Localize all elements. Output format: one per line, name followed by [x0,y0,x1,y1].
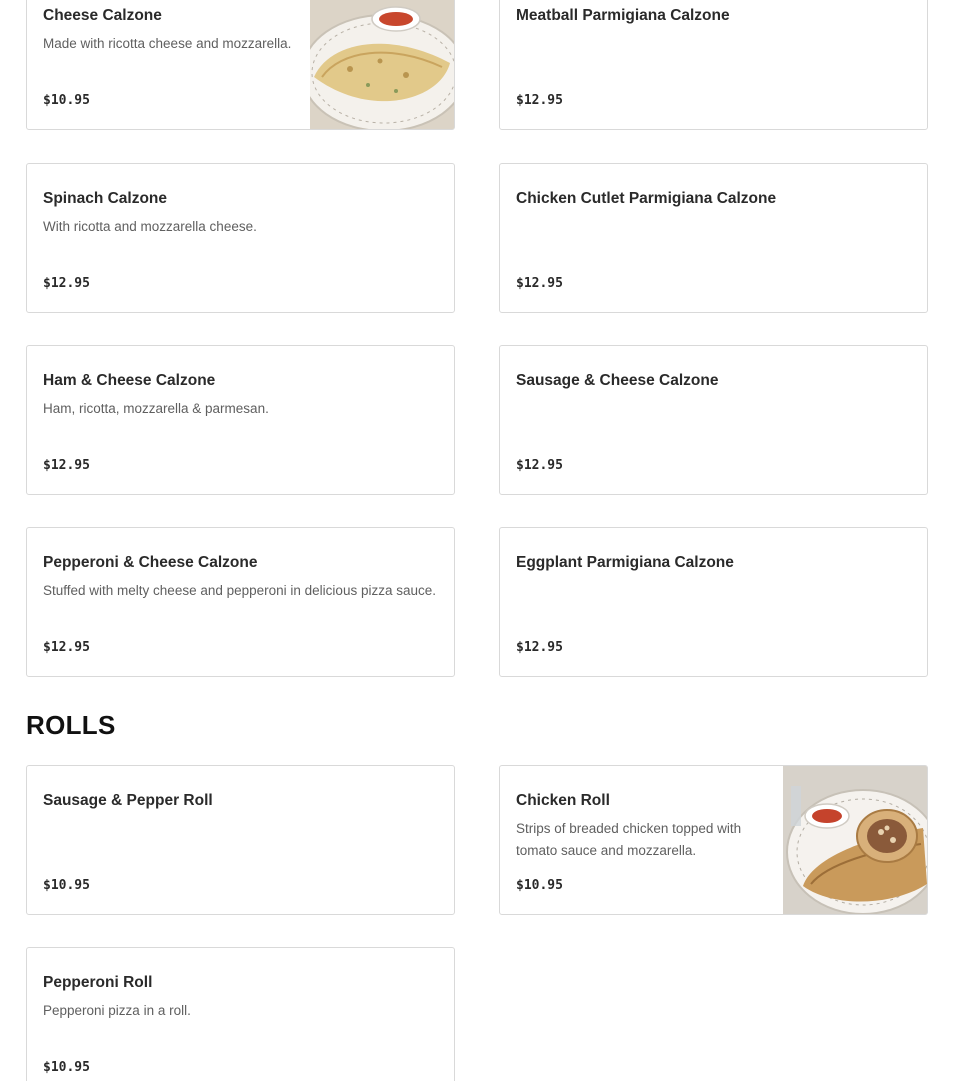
menu-item-description: Made with ricotta cheese and mozzarella. [43,36,292,51]
section-title-rolls: ROLLS [26,710,116,740]
menu-item-price: $12.95 [516,93,563,108]
menu-item-card[interactable] [26,947,455,1081]
menu-item-name: Chicken Cutlet Parmigiana Calzone [516,190,777,207]
menu-item-info [516,346,911,494]
menu-item-name: Sausage & Cheese Calzone [516,372,719,389]
menu-item-price: $12.95 [43,640,90,655]
menu-item-info [516,766,767,914]
menu-item-card[interactable] [26,765,455,915]
calzone-photo [310,0,454,129]
menu-item-price: $12.95 [43,458,90,473]
menu-item-card[interactable] [26,345,455,495]
menu-item-card[interactable] [499,345,928,495]
menu-item-description: Ham, ricotta, mozzarella & parmesan. [43,401,269,416]
menu-item-price: $10.95 [43,878,90,893]
menu-item-card[interactable] [26,527,455,677]
menu-item-name: Eggplant Parmigiana Calzone [516,554,734,571]
menu-item-description: With ricotta and mozzarella cheese. [43,219,257,234]
menu-item-info [43,164,438,312]
menu-item-info [43,346,438,494]
menu-item-card[interactable] [499,0,928,130]
menu-item-info [43,766,438,914]
calzone-photo-graphic [310,0,454,129]
menu-item-info [43,528,438,676]
menu-item-name: Pepperoni Roll [43,974,153,991]
menu-item-name: Ham & Cheese Calzone [43,372,216,389]
menu-item-card[interactable] [499,765,928,915]
menu-item-description: Stuffed with melty cheese and pepperoni in delicious pizza sauce. [43,583,436,598]
menu-item-price: $12.95 [43,276,90,291]
menu-item-description: Pepperoni pizza in a roll. [43,1003,191,1018]
chicken-roll-photo-graphic [783,766,927,914]
menu-item-card[interactable] [499,527,928,677]
menu-item-price: $12.95 [516,458,563,473]
menu-item-price: $10.95 [43,93,90,108]
menu-item-info [516,528,911,676]
menu-item-description: Strips of breaded chicken topped with tomato sauce and mozzarella. [516,821,742,858]
menu-item-name: Sausage & Pepper Roll [43,792,213,809]
menu-item-info [516,0,911,129]
menu-item-card[interactable] [499,163,928,313]
menu-item-info [43,948,438,1081]
menu-item-name: Spinach Calzone [43,190,168,207]
menu-item-price: $12.95 [516,276,563,291]
menu-item-info [43,0,294,129]
menu-item-price: $10.95 [516,878,563,893]
menu-item-name: Chicken Roll [516,792,610,809]
menu-item-card[interactable] [26,0,455,130]
chicken-roll-photo [783,766,927,914]
menu-item-price: $10.95 [43,1060,90,1075]
menu-item-name: Pepperoni & Cheese Calzone [43,554,258,571]
menu-item-card[interactable] [26,163,455,313]
menu-item-info [516,164,911,312]
menu-item-price: $12.95 [516,640,563,655]
menu-item-name: Meatball Parmigiana Calzone [516,7,730,24]
menu-item-name: Cheese Calzone [43,7,162,24]
